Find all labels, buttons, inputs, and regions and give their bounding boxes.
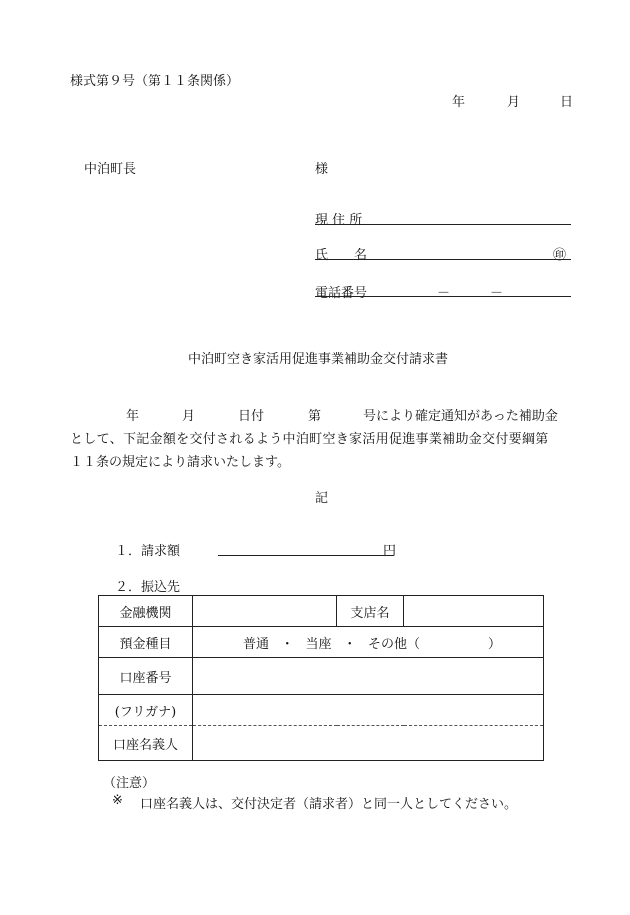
form-number: 様式第９号（第１１条関係）	[70, 74, 240, 89]
body-date-suffix: 日付	[238, 409, 265, 424]
document-title: 中泊町空き家活用促進事業補助金交付請求書	[188, 352, 449, 367]
separator: ・	[280, 636, 294, 652]
notes-text: 口座名義人は、交付決定者（請求者）と同一人としてください。	[140, 797, 518, 812]
account-number-field[interactable]	[193, 658, 544, 695]
institution-label: 金融機関	[99, 596, 193, 627]
body-line2: として、下記金額を交付されるよう中泊町空き家活用促進事業補助金交付要綱第	[70, 432, 549, 447]
account-number-label: 口座番号	[99, 658, 193, 695]
option-ordinary[interactable]: 普通	[243, 636, 270, 652]
notes-mark: ※	[112, 793, 123, 808]
body-month: 月	[182, 409, 196, 424]
branch-field[interactable]	[404, 596, 544, 627]
furigana-field[interactable]	[193, 695, 544, 726]
address-label: 現 住 所	[315, 213, 363, 228]
table-row	[99, 695, 544, 726]
date-month: 月	[507, 95, 521, 110]
furigana-label: (フリガナ)	[99, 695, 193, 726]
addressee-honorific: 様	[315, 162, 329, 177]
amount-line[interactable]	[218, 555, 394, 556]
holder-field[interactable]	[193, 726, 544, 761]
name-line[interactable]	[315, 259, 571, 260]
item2-label: ２．振込先	[115, 580, 181, 595]
option-other[interactable]: その他（ ）	[367, 636, 501, 652]
account-type-label: 預金種目	[99, 627, 193, 658]
addressee-name: 中泊町長	[84, 162, 137, 177]
holder-label: 口座名義人	[99, 726, 193, 761]
separator: ・	[343, 636, 357, 652]
table-row	[99, 658, 544, 695]
body-line1-rest: 号により確定通知があった補助金	[363, 409, 558, 424]
ki-heading: 記	[315, 491, 329, 506]
name-label: 氏 名	[315, 248, 368, 263]
phone-dash-2: －	[490, 286, 504, 301]
option-checking[interactable]: 当座	[305, 636, 332, 652]
phone-line[interactable]	[315, 296, 571, 297]
account-type-options[interactable]	[193, 627, 544, 658]
table-row	[99, 596, 544, 627]
notes-heading: （注意）	[103, 776, 156, 791]
item1-label: １．請求額	[115, 544, 181, 559]
table-row	[99, 726, 544, 761]
phone-dash-1: －	[437, 286, 451, 301]
branch-label: 支店名	[337, 596, 404, 627]
seal-mark: ㊞	[553, 248, 567, 263]
table-row	[99, 627, 544, 658]
address-line[interactable]	[315, 224, 571, 225]
phone-label: 電話番号	[315, 286, 368, 301]
date-day: 日	[560, 95, 574, 110]
item1-unit: 円	[383, 544, 397, 559]
body-number-prefix: 第	[308, 409, 322, 424]
institution-field[interactable]	[193, 596, 337, 627]
body-year: 年	[126, 409, 140, 424]
bank-table	[98, 595, 544, 761]
date-year: 年	[452, 95, 466, 110]
body-line3: １１条の規定により請求いたします。	[70, 455, 290, 470]
